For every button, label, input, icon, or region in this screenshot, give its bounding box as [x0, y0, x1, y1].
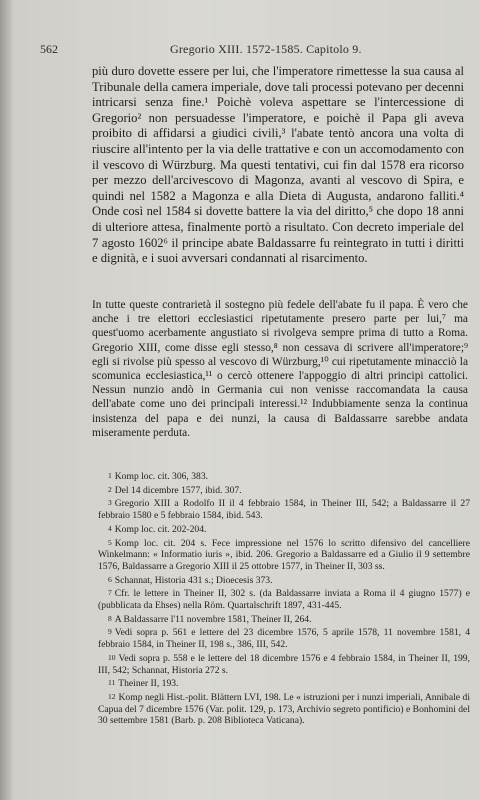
footnote: 1 Komp loc. cit. 306, 383. [108, 471, 209, 482]
footnote: 11 Theiner II, 193. [108, 678, 179, 690]
footnotes [98, 470, 470, 728]
footnote: 4 Komp loc. cit. 202-204. [108, 523, 207, 535]
footnote: 2 Del 14 dicembre 1577, ibid. 307. [108, 484, 242, 496]
footnote: 12 Komp negli Hist.-polit. Blättern LVI, 198. Le « istruzioni per i nunzi imperiali, Annibale di Capua del 7 dicembre 1576 (Var. polit. 129, p. 173, Archivio segreto pontificio) e Bonhomini del 30 settembre 1581 (Barb. p. 208 Biblioteca Vaticana). [98, 691, 470, 727]
footnote: 3 Gregorio XIII a Rodolfo II il 4 febbraio 1584, in Theiner III, 542; a Baldassarre il 27 febbraio 1580 e 5 febbraio 1584, ibid. 543. [98, 498, 470, 522]
footnote: 8 A Baldassarre l'11 novembre 1581, Theiner II, 264. [108, 613, 312, 625]
footnote: 6 Schannat, Historia 431 s.; Dioecesis 373. [108, 574, 273, 586]
main-paragraph: più duro dovette essere per lui, che l'imperatore rimettesse la sua causa al Tribunale della camera imperiale, dove tali processi potevano per decenni intricarsi senza fine.¹ Poichè voleva aspettare se l'intercessione di Gregorio² non persuadesse l'imperatore, e poichè il Papa gli aveva proibito di affidarsi a giudici civili,³ l'abate tentò ancora una volta di riuscire all'intento per la via delle trattative e con un accomodamento con il vescovo di Würzburg. Ma questi tentativi, cui fin dal 1578 era ricorso per mezzo dell'arcivescovo di Magonza, avanti al vescovo di Spira, e quindi nel 1582 a Magonza e alla Dieta di Augusta, andarono falliti.⁴ Onde così nel 1584 si dovette battere la via del diritto,⁵ che dopo 18 anni di ulteriore attesa, finalmente portò a risultato. Con decreto imperiale del 7 agosto 1602⁶ il principe abate Baldassarre fu reintegrato in tutti i diritti e dignità, e i suoi avversari condannati al risarcimento. [92, 64, 464, 266]
page-number: 562 [40, 42, 58, 56]
footnote: 5 Komp loc. cit. 204 s. Fece impressione nel 1576 lo scritto difensivo del cancelliere Winkelmann: « Informatio iuris », ibid. 206. Gregorio a Baldassarre ed a Giulio il 9 settembre 1576, Baldassarre a Gregorio XIII il 25 ottobre 1577, in Theiner II, 303 ss. [98, 537, 470, 572]
running-title: Gregorio XIII. 1572-1585. Capitolo 9. [170, 42, 362, 56]
footnote: 7 Cfr. le lettere in Theiner II, 302 s. (da Baldassarre inviata a Roma il 4 giugno 1577) e (pubblicata da Ehses) nella Röm. Quartalschrift 1897, 431-445. [98, 588, 470, 612]
page-gutter-shadow [0, 0, 14, 800]
footnote: 9 Vedi sopra p. 561 e lettere del 23 dicembre 1576, 5 aprile 1578, 11 novembre 1581, 4 febbraio 1584, in Theiner II, 198 s., 386, III, 542. [98, 627, 470, 651]
second-paragraph: In tutte queste contrarietà il sostegno più fedele dell'abate fu il papa. È vero che anche i tre elettori ecclesiastici ripetutamente presero parte per lui,⁷ ma quest'uomo acerbamente angustiato si rivolgeva sempre prima di tutto a Roma. Gregorio XIII, come disse egli stesso,⁸ non cessava di scrivere all'imperatore;⁹ egli si rivolse più spesso al vescovo di Würzburg,¹⁰ cui ripetutamente minacciò la scomunica ecclesiastica,¹¹ o cercò ottenere l'appoggio di altri principi cattolici. Nessun nunzio andò in Germania cui non venisse raccomandata la causa dell'abate come uno dei principali interessi.¹² Indubbiamente senza la continua insistenza del papa e dei nunzi, la causa di Baldassarre sarebbe andata miseramente perduta. [92, 299, 468, 439]
footnote: 10 Vedi sopra p. 558 e le lettere del 18 dicembre 1576 e 4 febbraio 1584, in Theiner II, 199, III, 542; Schannat, Historia 272 s. [98, 652, 470, 676]
